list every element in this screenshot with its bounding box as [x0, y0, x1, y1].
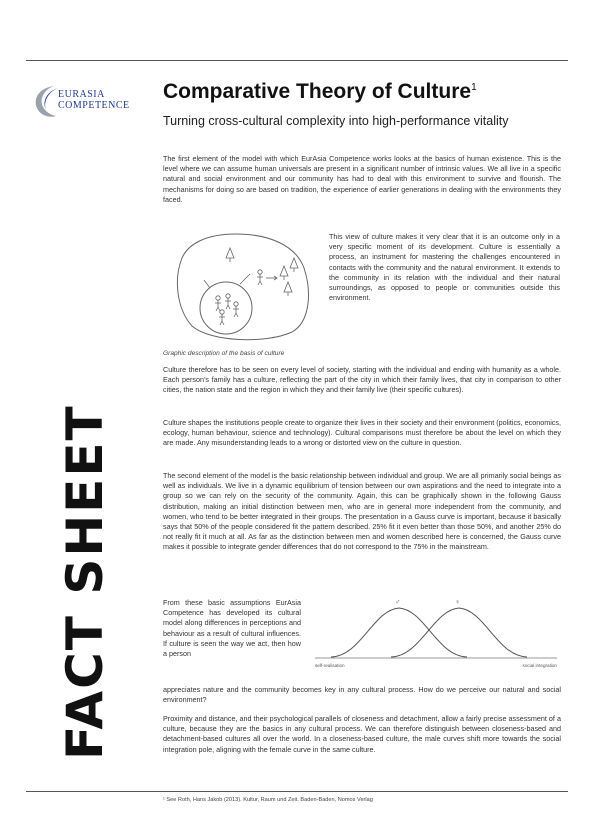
- bottom-rule: [26, 791, 568, 792]
- logo-text-eurasia: EURASIA: [58, 89, 105, 100]
- title-footnote-mark: 1: [471, 82, 477, 93]
- paragraph-individual-group: The second element of the model is the basic relationship between individual and group. We are all primarily social beings as well as individuals. We live in a dynamic equilibrium of tension between our own aspirations and the need to integrate into a group so we can rely on the security of the community. Again, this can be graphically shown in the following Gauss distribution, making an initial distinction between men, who are in general more independent from the community, and women, who tend to be better integrated in their groups. The presentation in a Gauss curve is important, because it basically says that 50% of the people considered fit the pattern described. 25% fit it even better than those 50%, and another 25% do not really fit it much at all. As far as the distinction between men and women described here is concerned, the Gauss curve makes it possible to integrate gender differences that do not correspond to the 75% in the mainstream.: [163, 471, 561, 552]
- top-rule: [26, 60, 568, 61]
- paragraph-appreciation: appreciates nature and the community becomes key in any cultural process. How do we perceive our natural and social environment?: [163, 685, 561, 705]
- paragraph-institutions: Culture shapes the institutions people create to organize their lives in their society and their environment (politics, economics, ecology, human behaviour, science and technology). Cultural comparisons must therefore be about the level on which they are made. Any misunderstanding leads to a wrong or distorted view on the culture in question.: [163, 418, 561, 448]
- paragraph-assumptions: From these basic assumptions EurAsia Competence has developed its cultural model along differences in perceptions and behaviour as a result of cultural influences. If culture is seen the way we act, then how a person: [163, 598, 301, 659]
- page-title: [163, 80, 477, 104]
- logo-text-competence: COMPETENCE: [58, 100, 130, 111]
- title-text: Comparative Theory of Culture: [163, 80, 472, 103]
- paragraph-levels: Culture therefore has to be seen on every level of society, starting with the individual and ending with humanity as a whole. Each person’s family has a culture, reflecting the part of the city in which their family lives, that city in comparison to other cities, the nation state and the region in which they and their family live (their specific cultures).: [163, 365, 561, 395]
- axis-label-left: self-realisation: [315, 663, 345, 668]
- figure-caption: Graphic description of the basis of culture: [163, 350, 285, 357]
- female-symbol: ♀: [455, 599, 461, 606]
- paragraph-proximity: Proximity and distance, and their psychological parallels of closeness and detachment, allow a fairly precise assessment of a culture, because they are the basics in any cultural process. We can therefore distinguish between closeness-based and detachment-based cultures all over the world. In a closeness-based culture, the male curves shift more towards the social integration pole, aligning with the female curve in the same culture.: [163, 714, 561, 754]
- paragraph-intro: The first element of the model with which EurAsia Competence works looks at the basics of human existence. This is the level where we can assume human universals are present in a significant number of intrinsic values. We all live in a specific natural and social environment and our community has had to deal with this environment to survive and flourish. The mechanisms for doing so are based on tradition, the experience of earlier generations in dealing with the environments they faced.: [163, 154, 561, 204]
- eurasia-competence-logo: [30, 82, 150, 118]
- axis-label-right: social integration: [522, 663, 557, 668]
- culture-basis-drawing: [170, 228, 312, 346]
- page-subtitle: Turning cross-cultural complexity into high-performance vitality: [163, 114, 509, 128]
- footnote: ¹ See Roth, Hans Jakob (2013). Kultur, Raum und Zeit. Baden-Baden, Nomos Verlag: [163, 797, 373, 803]
- gauss-distribution-chart: [311, 596, 561, 674]
- paragraph-culture-process: This view of culture makes it very clear that it is an outcome only in a very specific moment of its development. Culture is essentially a process, an instrument for mastering the challenges encountered in contacts with the community and the natural environment. It extends to the community in its relation with the individual and their natural surroundings, as opposed to people or communities outside this environment.: [329, 232, 560, 303]
- fact-sheet-label: FACT SHEET: [56, 404, 114, 760]
- male-symbol: ♂: [395, 599, 401, 606]
